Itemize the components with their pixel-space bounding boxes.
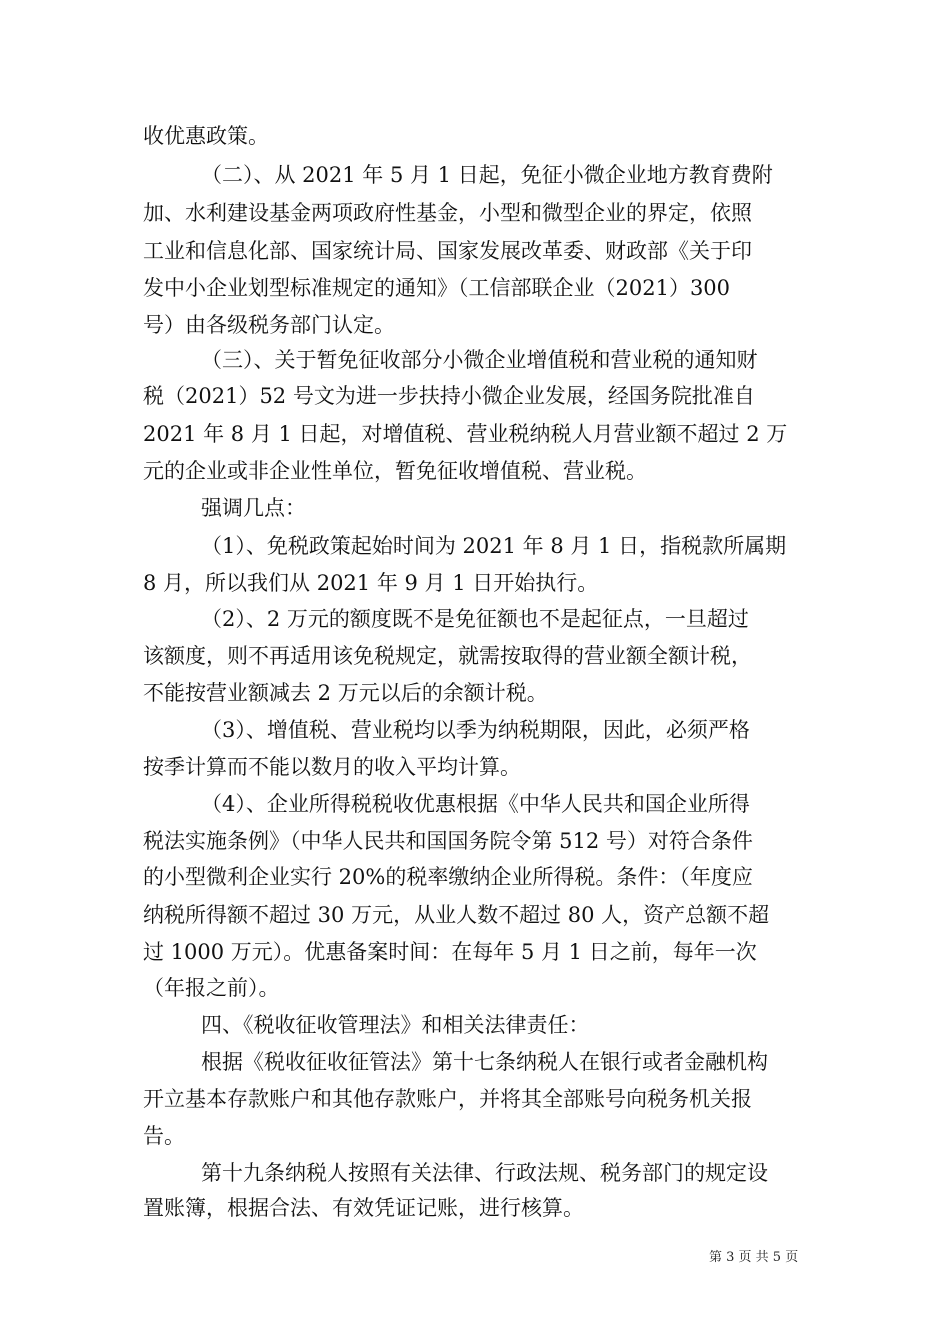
text-line: 告。 bbox=[143, 1124, 185, 1148]
text-line: 工业和信息化部、国家统计局、国家发展改革委、财政部《关于印 bbox=[143, 239, 752, 263]
text-line: 开立基本存款账户和其他存款账户，并将其全部账号向税务机关报 bbox=[143, 1087, 752, 1111]
text-line: （年报之前）。 bbox=[143, 976, 280, 1000]
text-line: （3）、增值税、营业税均以季为纳税期限，因此，必须严格 bbox=[201, 718, 750, 742]
text-line: 过 1000 万元）。优惠备案时间：在每年 5 月 1 日之前，每年一次 bbox=[143, 940, 757, 964]
text-line: （二）、从 2021 年 5 月 1 日起，免征小微企业地方教育费附 bbox=[201, 163, 773, 187]
text-line: 第十九条纳税人按照有关法律、行政法规、税务部门的规定设 bbox=[201, 1161, 768, 1185]
text-line: 发中小企业划型标准规定的通知》（工信部联企业（2021）300 bbox=[143, 276, 731, 300]
text-line: 按季计算而不能以数月的收入平均计算。 bbox=[143, 755, 521, 779]
text-line: 元的企业或非企业性单位，暂免征收增值税、营业税。 bbox=[143, 459, 647, 483]
text-line: （4）、企业所得税税收优惠根据《中华人民共和国企业所得 bbox=[201, 792, 750, 816]
text-line: 号）由各级税务部门认定。 bbox=[143, 313, 395, 337]
text-line: 税（2021）52 号文为进一步扶持小微企业发展，经国务院批准自 bbox=[143, 384, 755, 408]
text-line: 根据《税收征收征管法》第十七条纳税人在银行或者金融机构 bbox=[201, 1050, 768, 1074]
text-line: 不能按营业额减去 2 万元以后的余额计税。 bbox=[143, 681, 548, 705]
text-line: 加、水利建设基金两项政府性基金，小型和微型企业的界定，依照 bbox=[143, 201, 752, 225]
text-line: 2021 年 8 月 1 日起，对增值税、营业税纳税人月营业额不超过 2 万 bbox=[143, 422, 788, 446]
text-line: 收优惠政策。 bbox=[143, 124, 269, 148]
text-line: 8 月，所以我们从 2021 年 9 月 1 日开始执行。 bbox=[143, 571, 599, 595]
text-line: 四、《税收征收管理法》和相关法律责任： bbox=[201, 1013, 590, 1037]
text-line: 税法实施条例》（中华人民共和国国务院令第 512 号）对符合条件 bbox=[143, 829, 753, 853]
page-number: 第 3 页 共 5 页 bbox=[709, 1250, 799, 1265]
text-line: 纳税所得额不超过 30 万元，从业人数不超过 80 人，资产总额不超 bbox=[143, 903, 770, 927]
text-line: 该额度，则不再适用该免税规定，就需按取得的营业额全额计税， bbox=[143, 644, 752, 668]
text-line: 的小型微利企业实行 20%的税率缴纳企业所得税。条件：（年度应 bbox=[143, 865, 753, 889]
text-line: （2）、2 万元的额度既不是免征额也不是起征点，一旦超过 bbox=[201, 607, 749, 631]
text-line: （1）、免税政策起始时间为 2021 年 8 月 1 日，指税款所属期 bbox=[201, 534, 787, 558]
text-line: 强调几点： bbox=[201, 496, 306, 520]
text-line: （三）、关于暂免征收部分小微企业增值税和营业税的通知财 bbox=[201, 348, 758, 372]
text-line: 置账簿，根据合法、有效凭证记账，进行核算。 bbox=[143, 1196, 584, 1220]
